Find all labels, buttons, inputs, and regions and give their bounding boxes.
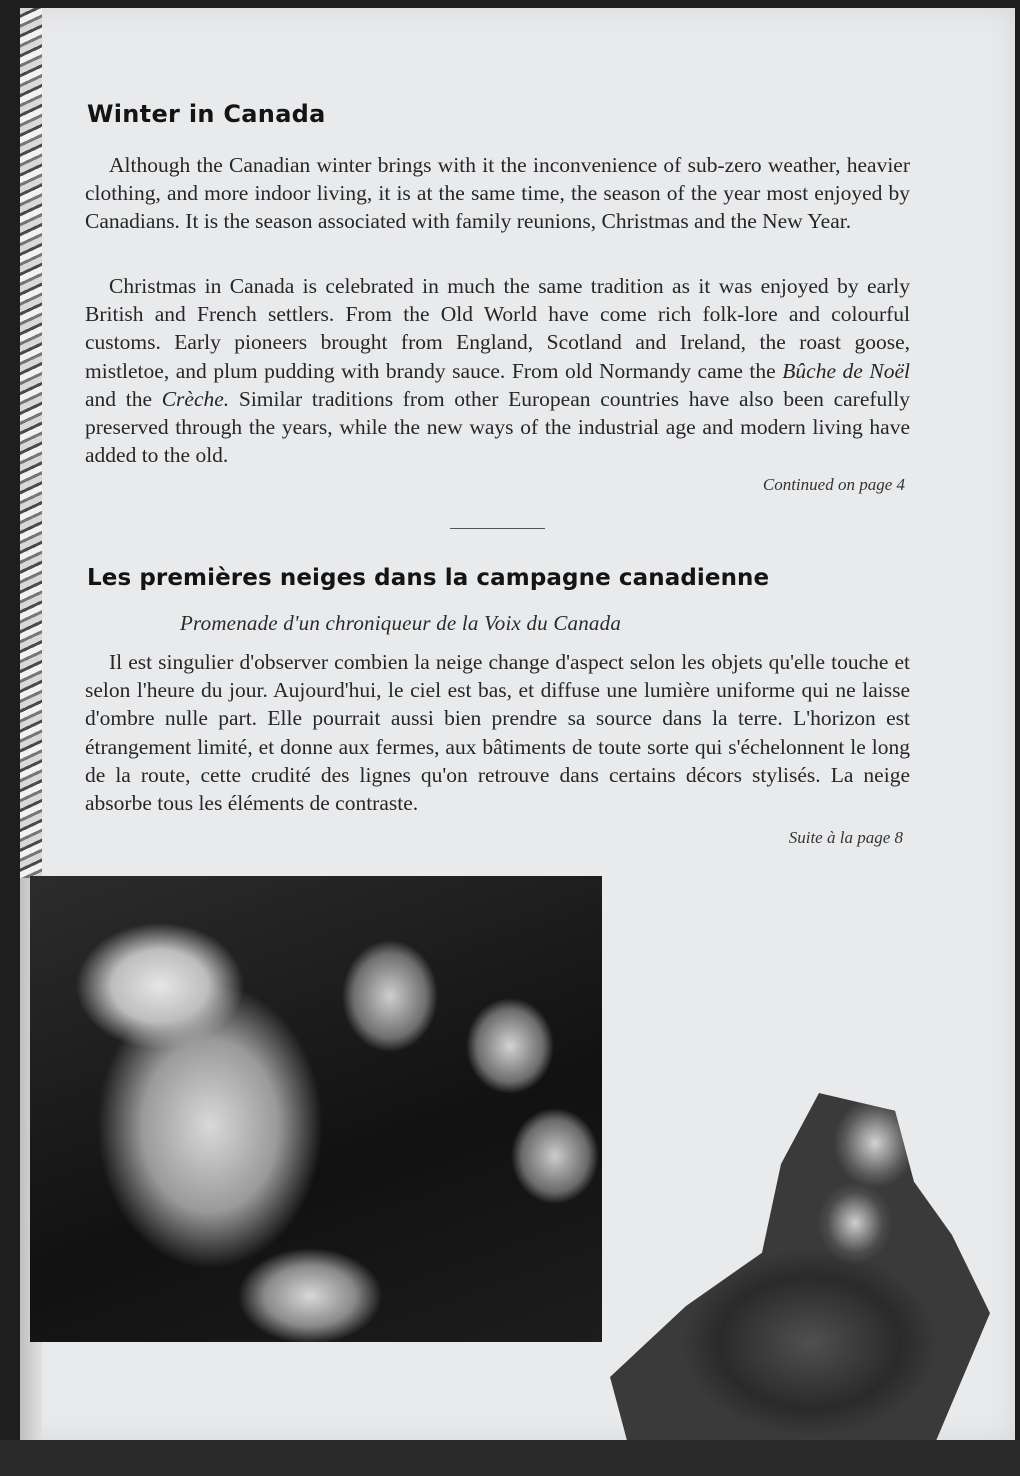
article1-p2-italic-creche: Crèche.: [161, 386, 230, 411]
article1-p2-text-b: and the: [85, 386, 162, 411]
continued-note-winter: Continued on page 4: [762, 475, 905, 494]
magazine-page: [20, 8, 1015, 1440]
section-divider: [450, 528, 545, 529]
left-edge-photo: [20, 8, 42, 878]
photo-children-on-toboggan: [610, 1093, 990, 1448]
article-title-neiges: Les premières neiges dans la campagne canadienne: [87, 565, 770, 591]
continued-note-neiges: Suite à la page 8: [788, 828, 903, 847]
article1-paragraph-2: [85, 272, 910, 469]
photo-santa-with-children: [30, 876, 602, 1342]
article1-p2-text-c: Similar traditions from other European countries have also been carefully preserved through the years, while the new ways of the industrial age and modern living have added to the old.: [85, 386, 910, 468]
article1-paragraph-1: Although the Canadian winter brings with it the inconvenience of sub-zero weather, heavier clothing, and more indoor living, it is at the same time, the season of the year most enjoyed by Canadians. It is the season associated with family reunions, Christmas and the New Year.: [85, 153, 910, 234]
article2-paragraph-1: Il est singulier d'observer combien la neige change d'aspect selon les objets qu'elle touche et selon l'heure du jour. Aujourd'hui, le ciel est bas, et diffuse une lumière uniforme qui ne laisse d'ombre nulle part. Elle pourrait aussi bien prendre sa source dans la terre. L'horizon est étrangement limité, et donne aux fermes, aux bâtiments de toute sorte qui s'échelonnent le long de la route, cette crudité des lignes qu'on retrouve dans certains décors stylisés. La neige absorbe tous les éléments de contraste.: [85, 650, 910, 816]
article2-subtitle: Promenade d'un chroniqueur de la Voix du Canada: [180, 611, 622, 635]
article1-p2-italic-buche: Bûche de Noël: [782, 358, 910, 383]
article1-p2-text-a: Christmas in Canada is celebrated in much the same tradition as it was enjoyed by early British and French settlers. From the Old World have come rich folk-lore and colourful customs. Early pioneers brought from England, Scotland and Ireland, the roast goose, mistletoe, and plum pudding with brandy sauce. From old Normandy came the: [85, 274, 910, 383]
scan-bottom-edge: [0, 1440, 1020, 1476]
article-title-winter: Winter in Canada: [87, 100, 326, 128]
